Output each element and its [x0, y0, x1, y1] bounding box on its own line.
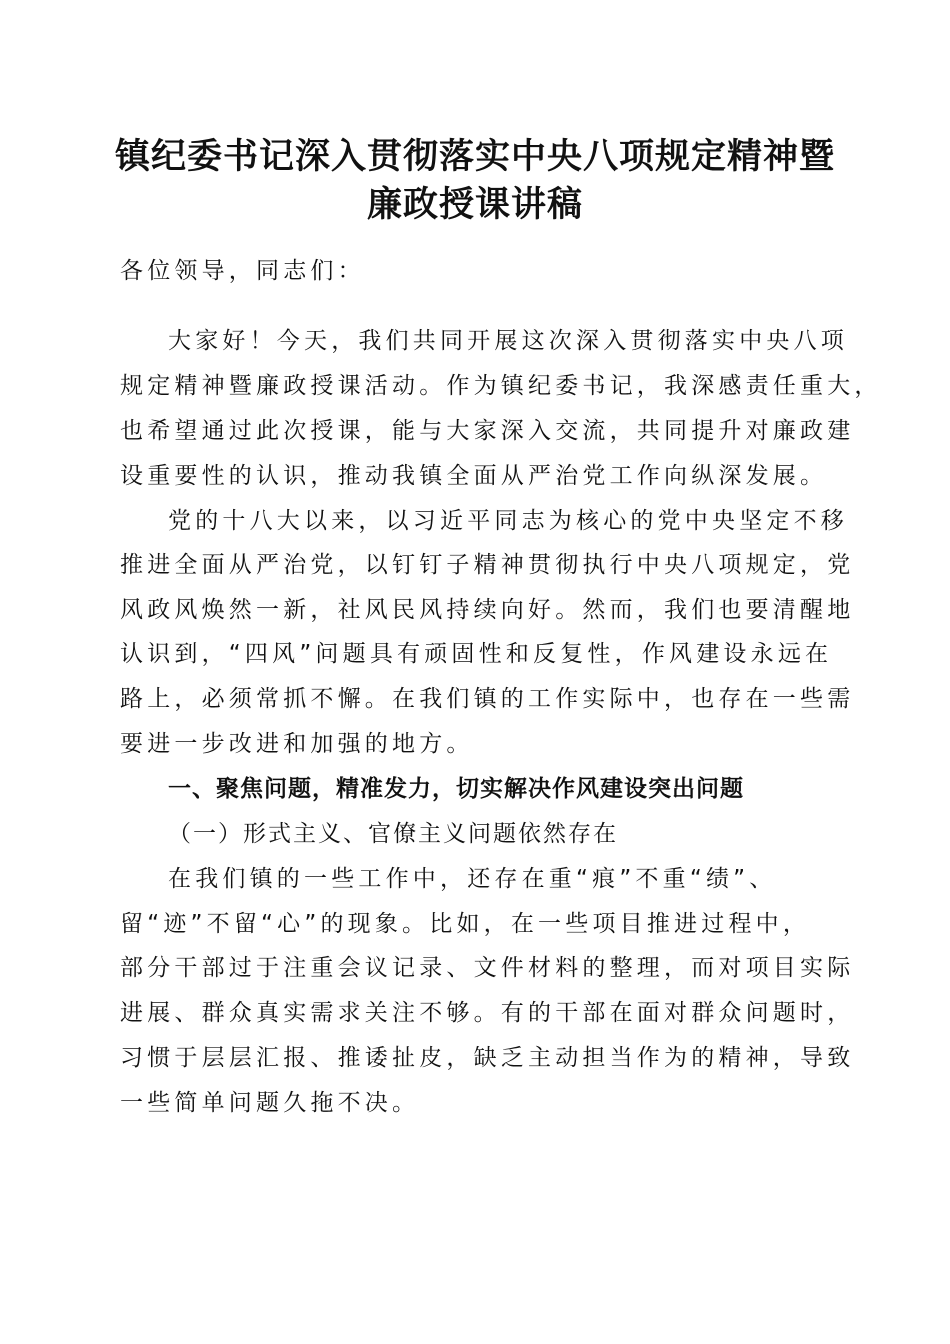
paragraph3-line-6: 一些简单问题久拖不决。	[120, 1090, 420, 1116]
paragraph2-line-6: 要进一步改进和加强的地方。	[120, 731, 474, 757]
paragraph3-line-5: 习惯于层层汇报、推诿扯皮，缺乏主动担当作为的精神，导致	[120, 1045, 855, 1071]
paragraph3-line-3: 部分干部过于注重会议记录、文件材料的整理，而对项目实际	[120, 955, 855, 981]
document-title-line-1: 镇纪委书记深入贯彻落实中央八项规定精神暨	[114, 136, 835, 177]
paragraph1-line-1: 大家好！今天，我们共同开展这次深入贯彻落实中央八项	[168, 328, 848, 354]
paragraph3-line-1: 在我们镇的一些工作中，还存在重“痕”不重“绩”、	[168, 866, 777, 892]
subsection-heading-1: （一）形式主义、官僚主义问题依然存在	[168, 821, 618, 847]
paragraph1-line-4: 设重要性的认识，推动我镇全面从严治党工作向纵深发展。	[120, 463, 828, 489]
section-heading-1: 一、聚焦问题，精准发力，切实解决作风建设突出问题	[168, 776, 744, 802]
paragraph2-line-3: 风政风焕然一新，社风民风持续向好。然而，我们也要清醒地	[120, 597, 855, 623]
paragraph3-line-2: 留“迹”不留“心”的现象。比如，在一些项目推进过程中，	[120, 911, 811, 937]
salutation: 各位领导，同志们：	[120, 258, 365, 284]
paragraph2-line-2: 推进全面从严治党，以钉钉子精神贯彻执行中央八项规定，党	[120, 552, 855, 578]
paragraph1-line-3: 也希望通过此次授课，能与大家深入交流，共同提升对廉政建	[120, 418, 855, 444]
paragraph3-line-4: 进展、群众真实需求关注不够。有的干部在面对群众问题时，	[120, 1000, 855, 1026]
paragraph2-line-4: 认识到，“四风”问题具有顽固性和反复性，作风建设永远在	[120, 641, 833, 667]
paragraph2-line-5: 路上，必须常抓不懈。在我们镇的工作实际中，也存在一些需	[120, 686, 855, 712]
paragraph2-line-1: 党的十八大以来，以习近平同志为核心的党中央坚定不移	[168, 508, 848, 534]
paragraph1-line-2: 规定精神暨廉政授课活动。作为镇纪委书记，我深感责任重大，	[120, 373, 882, 399]
document-title-line-2: 廉政授课讲稿	[366, 184, 583, 225]
